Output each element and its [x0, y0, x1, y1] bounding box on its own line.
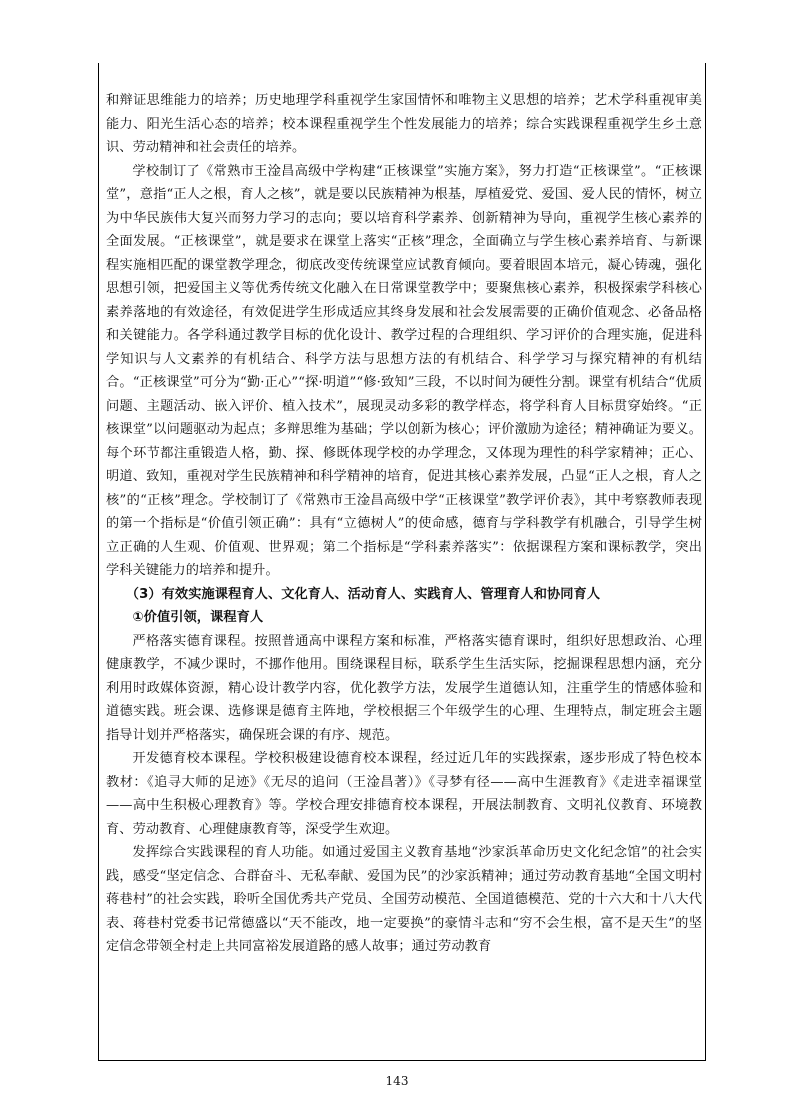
- section-heading: （3）有效实施课程育人、文化育人、活动育人、实践育人、管理育人和协同育人: [125, 586, 601, 602]
- page-frame: [98, 63, 706, 1061]
- paragraph: 和辩证思维能力的培养；历史地理学科重视学生家国情怀和唯物主义思想的培养；艺术学科重视审美能力、阳光生活心态的培养；校本课程重视学生个性发展能力的培养；综合实践课程重视学生乡土意识、劳动精神和社会责任的培养。: [106, 93, 702, 155]
- paragraph: 开发德育校本课程。学校积极建设德育校本课程，经过近几年的实践探索，逐步形成了特色校本教材：《追寻大师的足迹》《无尽的追问（王淦昌著）》《寻梦有径——高中生涯教育》《走进幸福课堂——高中生积极心理教育》等。学校合理安排德育校本课程，开展法制教育、文明礼仪教育、环境教育、劳动教育、心理健康教育等，深受学生欢迎。: [106, 751, 702, 837]
- subsection-heading: ①价值引领，课程育人: [132, 610, 264, 625]
- page-number: 143: [385, 1074, 409, 1088]
- paragraph: 严格落实德育课程。按照普通高中课程方案和标准，严格落实德育课时，组织好思想政治、心理健康教学，不减少课时，不挪作他用。围绕课程目标，联系学生生活实际，挖掘课程思想内涵，充分利用时政媒体资源，精心设计教学内容，优化教学方法，发展学生道德认知，注重学生的情感体验和道德实践。班会课、选修课是德育主阵地，学校根据三个年级学生的心理、生理特点，制定班会主题指导计划并严格落实，确保班会课的有序、规范。: [106, 633, 702, 743]
- document-body: [106, 89, 702, 959]
- paragraph: 学校制订了《常熟市王淦昌高级中学构建“正核课堂”实施方案》，努力打造“正核课堂”。“正核课堂”，意指“正人之根，育人之核”，就是要以民族精神为根基，厚植爱党、爱国、爱人民的情怀，树立为中华民族伟大复兴而努力学习的志向；要以培育科学素养、创新精神为导向，重视学生核心素养的全面发展。“正核课堂”，就是要求在课堂上落实“正核”理念，全面确立与学生核心素养培育、与新课程实施相匹配的课堂教学理念，彻底改变传统课堂应试教育倾向。要着眼固本培元，凝心铸魂，强化思想引领，把爱国主义等优秀传统文化融入在日常课堂教学中；要聚焦核心素养，积极探索学科核心素养落地的有效途径，有效促进学生形成适应其终身发展和社会发展需要的正确价值观念、必备品格和关键能力。各学科通过教学目标的优化设计、教学过程的合理组织、学习评价的合理实施，促进科学知识与人文素养的有机结合、科学方法与思想方法的有机结合、科学学习与探究精神的有机结合。“正核课堂”可分为“勤·正心”“探·明道”“修·致知”三段，不以时间为硬性分割。课堂有机结合“优质问题、主题活动、嵌入评价、植入技术”，展现灵动多彩的教学样态，将学科育人目标贯穿始终。“正核课堂”以问题驱动为起点；多辩思维为基础；学以创新为核心；评价激励为途径；精神确证为要义。每个环节都注重锻造人格，勤、探、修既体现学校的办学理念，又体现为理性的科学家精神；正心、明道、致知，重视对学生民族精神和科学精神的培育，促进其核心素养发展，凸显“正人之根，育人之核”的“正核”理念。学校制订了《常熟市王淦昌高级中学“正核课堂”教学评价表》，其中考察教师表现的第一个指标是“价值引领正确”：具有“立德树人”的使命感，德育与学科教学有机融合，引导学生树立正确的人生观、价值观、世界观；第二个指标是“学科素养落实”：依据课程方案和课标教学，突出学科关键能力的培养和提升。: [106, 163, 702, 578]
- paragraph: 发挥综合实践课程的育人功能。如通过爱国主义教育基地“沙家浜革命历史文化纪念馆”的社会实践，感受“坚定信念、合群奋斗、无私奉献、爱国为民”的沙家浜精神；通过劳动教育基地“全国文明村蒋巷村”的社会实践，聆听全国优秀共产党员、全国劳动模范、全国道德模范、党的十六大和十八大代表、蒋巷村党委书记常德盛以“天不能改，地一定要换”的豪情斗志和“穷不会生根，富不是天生”的坚定信念带领全村走上共同富裕发展道路的感人故事；通过劳动教育: [106, 845, 702, 954]
